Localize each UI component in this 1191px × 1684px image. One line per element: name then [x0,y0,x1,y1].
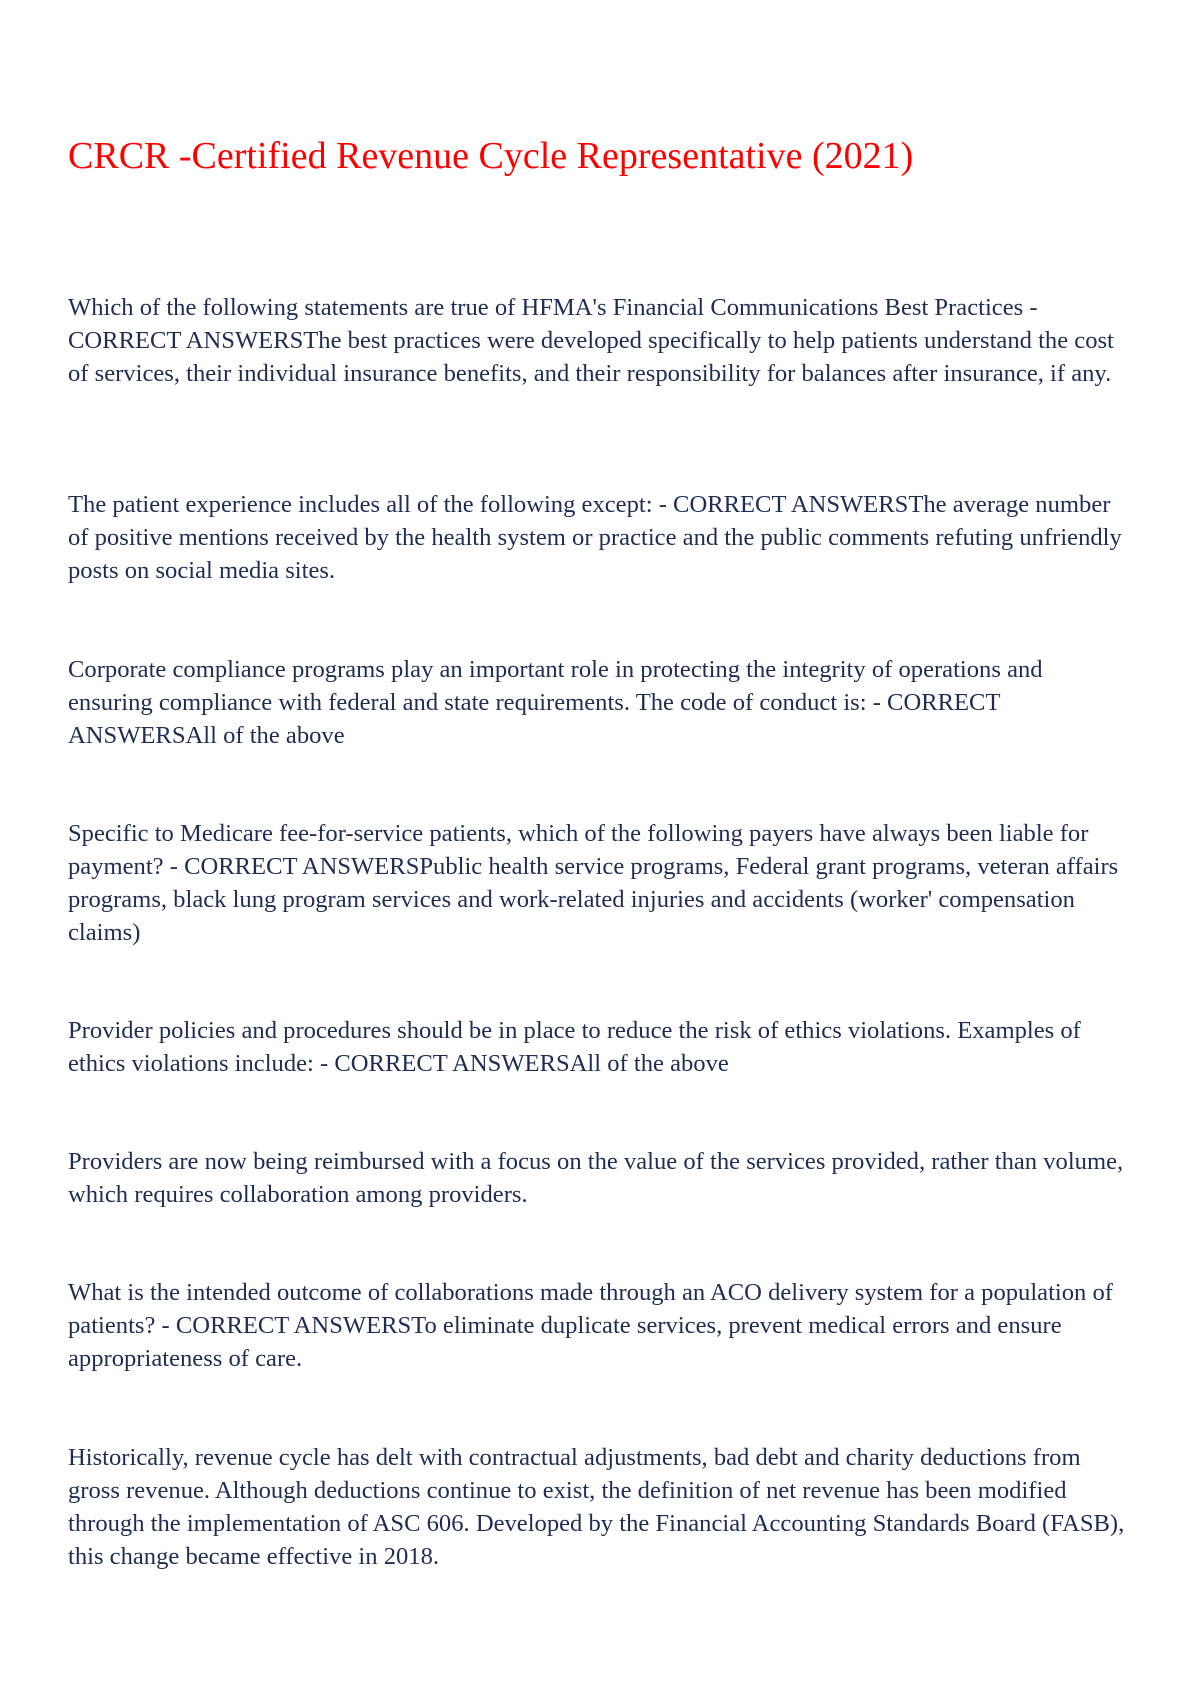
qa-item-aco-outcome: What is the intended outcome of collaborations made through an ACO delivery system for a population of patients? - CORRECT ANSWERSTo eliminate duplicate services, prevent medical errors and ensure appropriateness of care. [68,1279,1113,1372]
qa-item-code-of-conduct: Corporate compliance programs play an important role in protecting the integrity of operations and ensuring compliance with federal and state requirements. The code of conduct is: - CORRECT ANSWERSAll of the above [68,656,1043,749]
qa-item-value-based-reimbursement: Providers are now being reimbursed with a focus on the value of the services provided, rather than volume, which requires collaboration among providers. [68,1148,1124,1208]
document-title: CRCR -Certified Revenue Cycle Representative (2021) [68,135,914,177]
qa-item-ethics-violations: Provider policies and procedures should be in place to reduce the risk of ethics violations. Examples of ethics violations include: - CORRECT ANSWERSAll of the above [68,1017,1081,1077]
qa-item-medicare-payers: Specific to Medicare fee-for-service patients, which of the following payers have always been liable for payment? - CORRECT ANSWERSPublic health service programs, Federal grant programs, veteran affairs programs, black lung program services and work-related injuries and accidents (worker' compensation claims) [68,820,1119,946]
qa-item-patient-experience: The patient experience includes all of the following except: - CORRECT ANSWERSThe average number of positive mentions received by the health system or practice and the public comments refuting unfriendly posts on social media sites. [68,491,1122,584]
qa-item-financial-communications: Which of the following statements are true of HFMA's Financial Communications Best Practices - CORRECT ANSWERSThe best practices were developed specifically to help patients understand the cost of services, their individual insurance benefits, and their responsibility for balances after insurance, if any. [68,294,1114,387]
qa-item-asc-606: Historically, revenue cycle has delt with contractual adjustments, bad debt and charity deductions from gross revenue. Although deductions continue to exist, the definition of net revenue has been modified through the implementation of ASC 606. Developed by the Financial Accounting Standards Board (FASB), this change became effective in 2018. [68,1444,1125,1570]
